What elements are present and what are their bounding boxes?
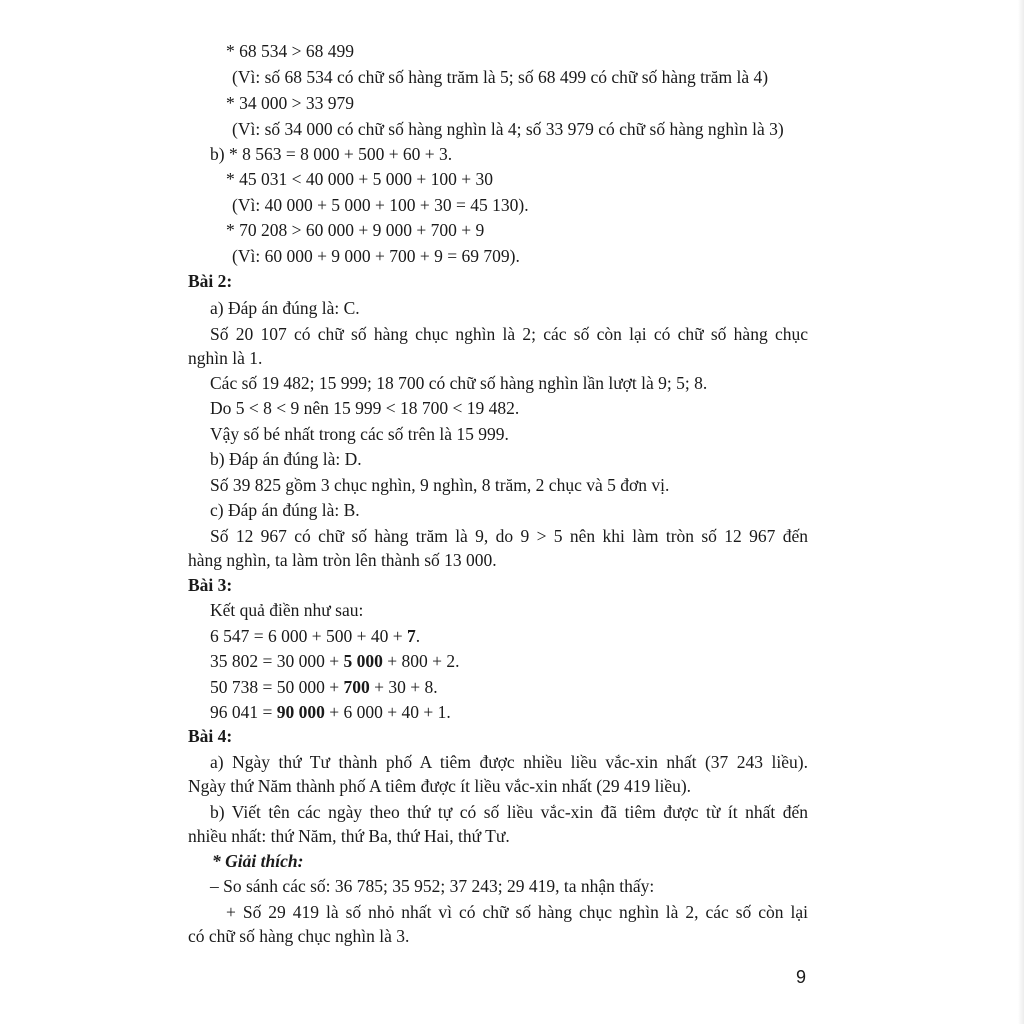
equation-1-text: 6 547 = 6 000 + 500 + 40 + bbox=[210, 626, 407, 646]
equation-2-end: + 800 + 2. bbox=[382, 651, 460, 671]
part-b-reason-2: (Vì: 60 000 + 9 000 + 700 + 9 = 69 709). bbox=[232, 246, 520, 266]
bai-2-a-explanation-4: Do 5 < 8 < 9 nên 15 999 < 18 700 < 19 482. bbox=[210, 398, 520, 418]
equation-2-text: 35 802 = 30 000 + bbox=[210, 651, 344, 671]
bai-2-a-explanation-3: Các số 19 482; 15 999; 18 700 có chữ số hàng nghìn lần lượt là 9; 5; 8. bbox=[210, 373, 708, 393]
bai-3-equation-3 bbox=[210, 675, 438, 699]
part-b-line-3: * 70 208 > 60 000 + 9 000 + 700 + 9 bbox=[226, 220, 485, 240]
bai-4-b-line-1: b) Viết tên các ngày theo thứ tự có số liều vắc-xin đã tiêm được từ ít nhất đến bbox=[210, 802, 808, 822]
page-number: 9 bbox=[796, 967, 807, 987]
bai-2-a-explanation-1: Số 20 107 có chữ số hàng chục nghìn là 2; các số còn lại có chữ số hàng chục bbox=[210, 324, 808, 344]
bai-3-equation-4 bbox=[210, 700, 451, 724]
part-b-line-1: b) * 8 563 = 8 000 + 500 + 60 + 3. bbox=[210, 144, 453, 164]
equation-3-answer: 700 bbox=[343, 677, 370, 697]
bai-4-a-line-2: Ngày thứ Năm thành phố A tiêm được ít liều vắc-xin nhất (29 419 liều). bbox=[188, 776, 692, 796]
bai-2-c-answer: c) Đáp án đúng là: B. bbox=[210, 500, 360, 520]
equation-4-answer: 90 000 bbox=[276, 702, 325, 722]
compare-line-1: * 68 534 > 68 499 bbox=[226, 41, 354, 61]
bai-2-a-answer: a) Đáp án đúng là: C. bbox=[210, 298, 360, 318]
bai-2-b-explanation: Số 39 825 gồm 3 chục nghìn, 9 nghìn, 8 trăm, 2 chục và 5 đơn vị. bbox=[210, 475, 670, 495]
bai-3-heading: Bài 3: bbox=[188, 575, 233, 595]
equation-1-end: . bbox=[415, 626, 421, 646]
equation-3-text: 50 738 = 50 000 + bbox=[210, 677, 344, 697]
bai-2-b-answer: b) Đáp án đúng là: D. bbox=[210, 449, 362, 469]
bai-2-c-explanation-1: Số 12 967 có chữ số hàng trăm là 9, do 9 > 5 nên khi làm tròn số 12 967 đến bbox=[210, 526, 808, 546]
part-b-line-2: * 45 031 < 40 000 + 5 000 + 100 + 30 bbox=[226, 169, 493, 189]
bai-4-heading: Bài 4: bbox=[188, 726, 233, 746]
bai-2-a-explanation-2: nghìn là 1. bbox=[188, 348, 263, 368]
compare-reason-1: (Vì: số 68 534 có chữ số hàng trăm là 5; số 68 499 có chữ số hàng trăm là 4) bbox=[232, 67, 769, 87]
giai-thich-heading: * Giải thích: bbox=[212, 851, 304, 871]
bai-3-equation-2 bbox=[210, 649, 460, 673]
bai-2-a-explanation-5: Vậy số bé nhất trong các số trên là 15 999. bbox=[210, 424, 509, 444]
equation-4-end: + 6 000 + 40 + 1. bbox=[324, 702, 451, 722]
bai-3-intro: Kết quả điền như sau: bbox=[210, 600, 364, 620]
bai-2-heading: Bài 2: bbox=[188, 271, 233, 291]
equation-3-end: + 30 + 8. bbox=[369, 677, 438, 697]
equation-4-text: 96 041 = bbox=[210, 702, 277, 722]
compare-line-2: * 34 000 > 33 979 bbox=[226, 93, 354, 113]
bai-4-compare-line: – So sánh các số: 36 785; 35 952; 37 243; 29 419, ta nhận thấy: bbox=[210, 876, 655, 896]
page-edge-shadow bbox=[1018, 0, 1024, 1024]
bai-4-b-line-2: nhiều nhất: thứ Năm, thứ Ba, thứ Hai, thứ Tư. bbox=[188, 826, 510, 846]
bai-4-point-1: + Số 29 419 là số nhỏ nhất vì có chữ số hàng chục nghìn là 2, các số còn lại bbox=[226, 902, 808, 922]
part-b-reason-1: (Vì: 40 000 + 5 000 + 100 + 30 = 45 130). bbox=[232, 195, 529, 215]
bai-3-equation-1 bbox=[210, 624, 420, 648]
equation-2-answer: 5 000 bbox=[343, 651, 383, 671]
bai-2-c-explanation-2: hàng nghìn, ta làm tròn lên thành số 13 000. bbox=[188, 550, 497, 570]
equation-1-answer: 7 bbox=[406, 626, 416, 646]
bai-4-a-line-1: a) Ngày thứ Tư thành phố A tiêm được nhiều liều vắc-xin nhất (37 243 liều). bbox=[210, 752, 808, 772]
bai-4-point-2: có chữ số hàng chục nghìn là 3. bbox=[188, 926, 410, 946]
compare-reason-2: (Vì: số 34 000 có chữ số hàng nghìn là 4; số 33 979 có chữ số hàng nghìn là 3) bbox=[232, 119, 784, 139]
